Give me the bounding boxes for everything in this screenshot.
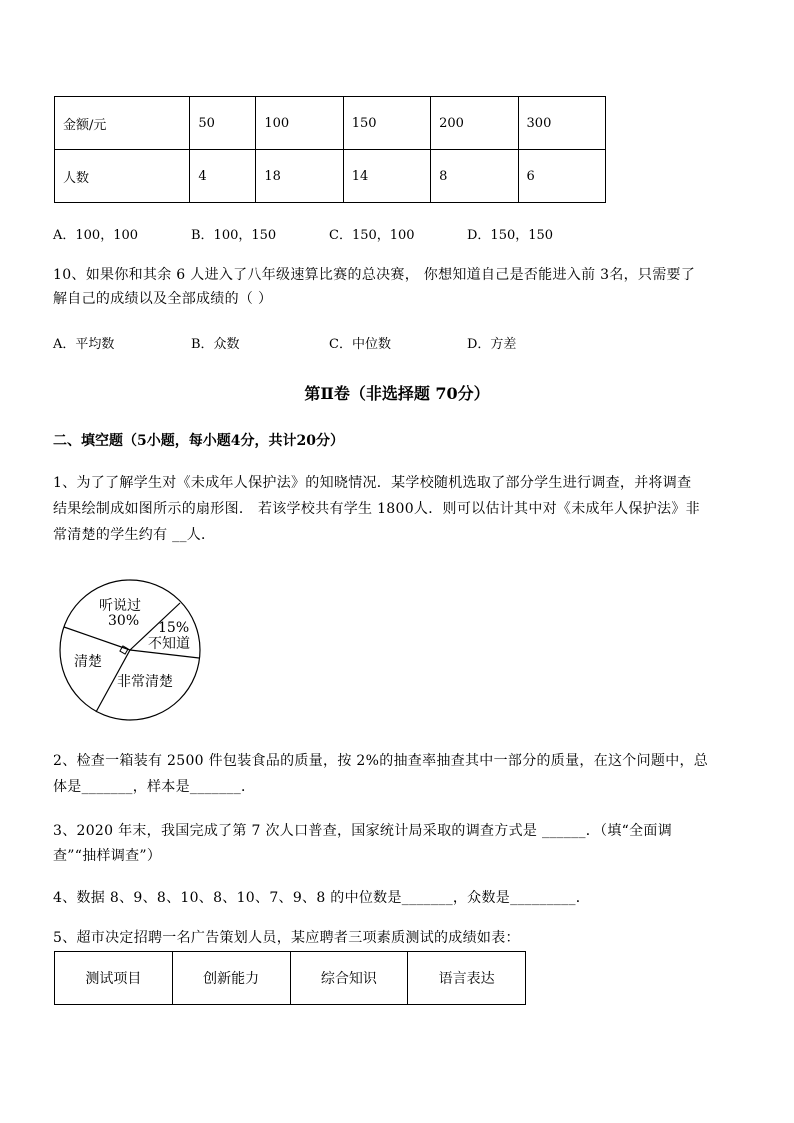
- table-cell: 语言表达: [408, 952, 526, 1005]
- table-cell: 4: [190, 150, 256, 203]
- table-cell: 14: [343, 150, 430, 203]
- score-table: [54, 951, 526, 1005]
- f1-line1: 1、为了了解学生对《未成年人保护法》的知晓情况．某学校随机选取了部分学生进行调查，并将调查: [53, 475, 692, 491]
- q9-option-b: B．100，150: [191, 228, 277, 243]
- table-cell: 50: [190, 97, 256, 150]
- section-heading: 第Ⅱ卷（非选择题 70分）: [304, 384, 490, 403]
- pie-label-clear: 清楚: [74, 654, 102, 670]
- q10-option-a: A．平均数: [53, 337, 115, 352]
- table-cell: 综合知识: [290, 952, 408, 1005]
- section-two-title: 二、填空题（5小题，每小题4分，共计20分）: [53, 433, 344, 449]
- f5-line1: 5、超市决定招聘一名广告策划人员，某应聘者三项素质测试的成绩如表：: [53, 930, 520, 946]
- table-cell: 18: [256, 150, 343, 203]
- table-row: [55, 150, 606, 203]
- table-cell: 人数: [55, 150, 190, 203]
- f3-line1: 3、2020 年末，我国完成了第 7 次人口普查，国家统计局采取的调查方式是 ______．（填“全面调: [53, 823, 672, 839]
- table-cell: 100: [256, 97, 343, 150]
- table-cell: 200: [431, 97, 518, 150]
- amount-table: [54, 96, 606, 203]
- q10-option-c: C．中位数: [329, 337, 391, 352]
- table-row: [55, 97, 606, 150]
- f3-line2: 查”“抽样调查”）: [53, 848, 162, 864]
- q9-option-a: A．100，100: [53, 228, 139, 243]
- pie-label-very-clear: 非常清楚: [117, 674, 173, 690]
- q10-line2: 解自己的成绩以及全部成绩的（ ）: [53, 291, 273, 307]
- f4-line1: 4、数据 8、9、8、10、8、10、7、9、8 的中位数是_______，众数是_________．: [53, 890, 591, 906]
- pie-label-unknown-pct: 15%: [158, 620, 190, 636]
- pie-label-unknown: 不知道: [148, 636, 190, 652]
- pie-chart-figure: [40, 570, 220, 740]
- q9-option-c: C．150，100: [329, 228, 415, 243]
- f1-line2: 结果绘制成如图所示的扇形图． 若该学校共有学生 1800人．则可以估计其中对《未成年人保护法》非: [53, 501, 700, 517]
- table-cell: 测试项目: [55, 952, 173, 1005]
- pie-label-heard: 听说过: [99, 598, 141, 614]
- table-cell: 创新能力: [172, 952, 290, 1005]
- f2-line1: 2、检查一箱装有 2500 件包装食品的质量，按 2%的抽查率抽查其中一部分的质量，在这个问题中，总: [53, 753, 709, 769]
- table-cell: 8: [431, 150, 518, 203]
- table-cell: 6: [518, 150, 605, 203]
- q9-option-d: D．150，150: [467, 228, 554, 243]
- table-cell: 300: [518, 97, 605, 150]
- q10-option-b: B．众数: [191, 337, 240, 352]
- pie-label-heard-pct: 30%: [108, 613, 140, 629]
- table-cell: 金额/元: [55, 97, 190, 150]
- table-cell: 150: [343, 97, 430, 150]
- f1-line3: 常清楚的学生约有 __人．: [53, 527, 216, 543]
- pie-divider: [64, 627, 130, 650]
- q10-line1: 10、如果你和其余 6 人进入了八年级速算比赛的总决赛， 你想知道自己是否能进入前 3名，只需要了: [53, 267, 696, 283]
- f2-line2: 体是_______，样本是_______．: [53, 779, 256, 795]
- q10-option-d: D．方差: [467, 337, 517, 352]
- table-row: [55, 952, 526, 1005]
